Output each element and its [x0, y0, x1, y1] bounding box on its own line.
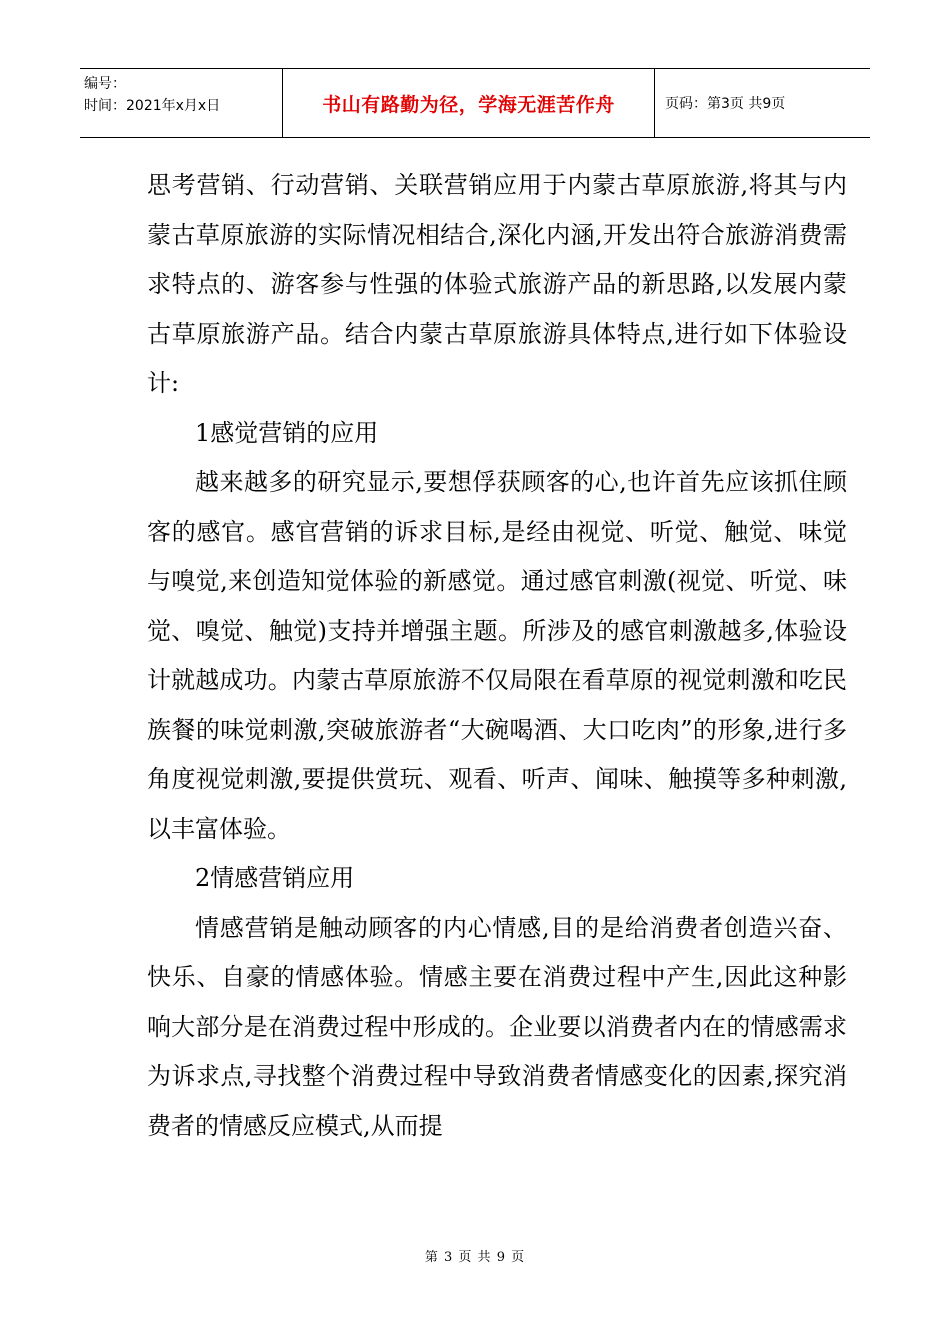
document-number-label: 编号：	[84, 76, 126, 92]
paragraph-sensory-marketing: 越来越多的研究显示,要想俘获顾客的心,也许首先应该抓住顾客的感官。感官营销的诉求目标,是经由视觉、听觉、触觉、味觉与嗅觉,来创造知觉体验的新感觉。通过感官刺激(视觉、听觉、味觉、嗅觉、触觉)支持并增强主题。所涉及的感官刺激越多,体验设计就越成功。内蒙古草原旅游不仅局限在看草原的视觉刺激和吃民族餐的味觉刺激,突破旅游者“大碗喝酒、大口吃肉”的形象,进行多角度视觉刺激,要提供赏玩、观看、听声、闻味、触摸等多种刺激,以丰富体验。	[147, 468, 847, 843]
document-date-label: 时间：2021年x月x日	[84, 98, 221, 114]
page-footer: 第 3 页 共 9 页	[424, 1250, 526, 1265]
header-page-number: 页码：第3页 共9页	[665, 96, 786, 112]
header-motto: 书山有路勤为径，学海无涯苦作舟	[282, 69, 655, 137]
header-meta	[80, 69, 282, 137]
page-header	[80, 68, 870, 138]
paragraph-emotional-marketing: 情感营销是触动顾客的内心情感,目的是给消费者创造兴奋、快乐、自豪的情感体验。情感主要在消费过程中产生,因此这种影响大部分是在消费过程中形成的。企业要以消费者内在的情感需求为诉求点,寻找整个消费过程中导致消费者情感变化的因素,探究消费者的情感反应模式,从而提	[147, 913, 847, 1140]
section-heading-emotional-marketing: 2情感营销应用	[195, 864, 355, 892]
section-heading-sensory-marketing: 1感觉营销的应用	[195, 418, 379, 447]
paragraph-intro-continued: 思考营销、行动营销、关联营销应用于内蒙古草原旅游,将其与内蒙古草原旅游的实际情况相结合,深化内涵,开发出符合旅游消费需求特点的、游客参与性强的体验式旅游产品的新思路,以发展内蒙古草原旅游产品。结合内蒙古草原旅游具体特点,进行如下体验设计:	[147, 171, 847, 397]
document-body	[147, 161, 847, 1151]
